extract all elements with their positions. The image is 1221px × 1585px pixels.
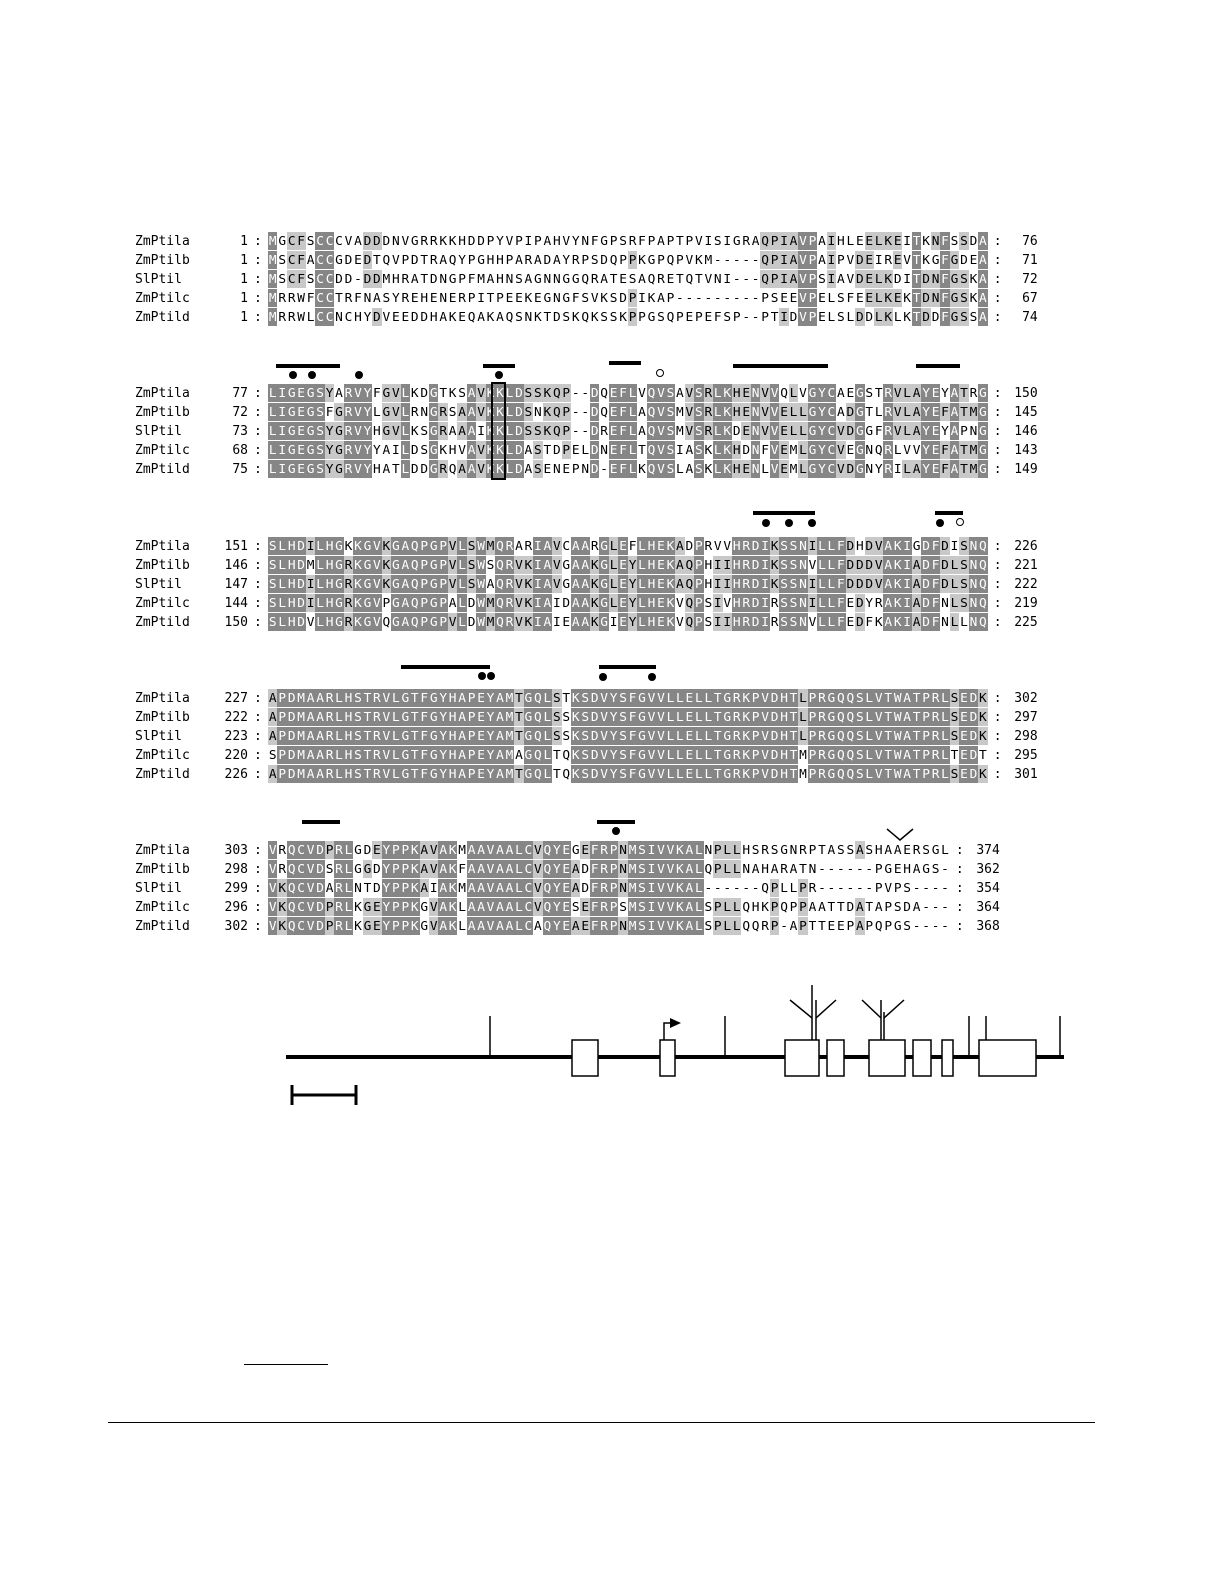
- insertion-mark: [790, 1000, 812, 1018]
- separator: :: [993, 253, 1002, 268]
- sequence-start-position: 298: [224, 862, 248, 877]
- separator: :: [254, 843, 262, 858]
- sequence-residues: A P D M A A R L H S T R V L G T F G Y H A P E Y A M T G Q L S S K S D V Y S F G V V L L E L L T G R K P V D H T L P R G Q Q S L V T W A T P R L S E D K: [268, 710, 987, 725]
- exon-box: [869, 1040, 905, 1076]
- separator: :: [993, 386, 1002, 401]
- exon-box: [660, 1040, 675, 1076]
- sequence-start-position: 226: [224, 767, 248, 782]
- sequence-name: ZmPtild: [135, 767, 190, 782]
- exon-box: [913, 1040, 931, 1076]
- sequence-residues: M R R W L C C N C H Y D V E E D D H A K E Q A K A Q S N K T D S K Q K S S K P P G S Q P E P E F S P - - P T I D V P E L S L D D L K L K T D D F G S S A: [268, 310, 987, 325]
- separator: :: [254, 596, 262, 611]
- sequence-name: ZmPtilc: [135, 443, 190, 458]
- sequence-name: ZmPtilc: [135, 596, 190, 611]
- sequence-residues: V R Q C V D P R L G D E Y P P K A V A K M A A V A A L C V Q Y E G E F R P N M S I V V K A L N P L L H S R S G N R P T A S S A S H A A E R S G L: [268, 843, 949, 858]
- separator: :: [955, 862, 964, 877]
- sequence-start-position: 73: [232, 424, 248, 439]
- separator: :: [254, 424, 262, 439]
- sequence-end-position: 71: [1022, 253, 1038, 268]
- sequence-start-position: 147: [224, 577, 248, 592]
- sequence-start-position: 144: [224, 596, 248, 611]
- sequence-start-position: 146: [224, 558, 248, 573]
- separator: :: [254, 405, 262, 420]
- sequence-start-position: 1: [240, 291, 248, 306]
- separator: :: [254, 691, 262, 706]
- separator: :: [993, 596, 1002, 611]
- sequence-residues: A P D M A A R L H S T R V L G T F G Y H A P E Y A M T G Q L S S K S D V Y S F G V V L L E L L T G R K P V D H T L P R G Q Q S L V T W A T P R L S E D K: [268, 729, 987, 744]
- separator: :: [254, 386, 262, 401]
- sequence-name: SlPtil: [135, 729, 182, 744]
- sequence-start-position: 222: [224, 710, 248, 725]
- separator: :: [993, 615, 1002, 630]
- exon-box: [572, 1040, 598, 1076]
- separator: :: [993, 767, 1002, 782]
- sequence-name: ZmPtila: [135, 691, 190, 706]
- sequence-end-position: 222: [1014, 577, 1038, 592]
- sequence-end-position: 143: [1014, 443, 1038, 458]
- separator: :: [993, 291, 1002, 306]
- sequence-name: ZmPtila: [135, 539, 190, 554]
- separator: :: [254, 558, 262, 573]
- cleavage-site-caret: [887, 829, 913, 840]
- insertion-mark: [862, 1000, 881, 1018]
- sequence-name: ZmPtilc: [135, 900, 190, 915]
- sequence-name: ZmPtila: [135, 234, 190, 249]
- separator: :: [993, 443, 1002, 458]
- sequence-start-position: 227: [224, 691, 248, 706]
- exon-box: [785, 1040, 819, 1076]
- sequence-end-position: 74: [1022, 310, 1038, 325]
- sequence-name: ZmPtild: [135, 919, 190, 934]
- sequence-start-position: 220: [224, 748, 248, 763]
- separator: :: [254, 615, 262, 630]
- sequence-name: ZmPtild: [135, 615, 190, 630]
- sequence-end-position: 364: [976, 900, 1000, 915]
- separator: :: [254, 710, 262, 725]
- sequence-residues: V R Q C V D S R L G G D Y P P K A V A K F A A V A A L C V Q Y E A D F R P N M S I V V K A L Q P L L N A H A R A T N - - - - - - P G E H A G S -: [268, 862, 949, 877]
- separator: :: [993, 748, 1002, 763]
- separator: :: [254, 767, 262, 782]
- exon-box: [979, 1040, 1036, 1076]
- sequence-residues: S L H D I L H G K K G V K G A Q P G P V L S W M Q R A R I A V C A A R G L E F L H E K A D P R V V H R D I K S S N I L L F D H D V A K I G D F D I S N Q: [268, 539, 987, 554]
- sequence-start-position: 151: [224, 539, 248, 554]
- sequence-residues: L I G E G S Y G R V Y H A T L D D G R Q A A V K K L D A S E N E P N D - E F L K Q V S L A S K L K H E N L V E M L G Y C V D G N Y R I L A Y E F A T M G: [268, 462, 987, 477]
- separator: :: [993, 405, 1002, 420]
- separator: :: [254, 881, 262, 896]
- sequence-name: ZmPtilc: [135, 291, 190, 306]
- sequence-end-position: 219: [1014, 596, 1038, 611]
- sequence-name: ZmPtilb: [135, 862, 190, 877]
- exon-box: [942, 1040, 953, 1076]
- separator: :: [955, 843, 964, 858]
- sequence-start-position: 1: [240, 253, 248, 268]
- sequence-start-position: 302: [224, 919, 248, 934]
- sequence-end-position: 146: [1014, 424, 1038, 439]
- sequence-end-position: 298: [1014, 729, 1038, 744]
- sequence-name: SlPtil: [135, 881, 182, 896]
- sequence-start-position: 75: [232, 462, 248, 477]
- sequence-start-position: 150: [224, 615, 248, 630]
- sequence-name: ZmPtilb: [135, 253, 190, 268]
- sequence-residues: S L H D M L H G R K G V K G A Q P G P V L S W S Q R V K I A V G A A K G L E Y L H E K A Q P H I I H R D I K S S N V L L F D D D V A K I A D F D L S N Q: [268, 558, 987, 573]
- sequence-end-position: 145: [1014, 405, 1038, 420]
- sequence-start-position: 1: [240, 234, 248, 249]
- separator: :: [254, 748, 262, 763]
- sequence-name: ZmPtild: [135, 462, 190, 477]
- sequence-end-position: 150: [1014, 386, 1038, 401]
- sequence-name: ZmPtilc: [135, 748, 190, 763]
- sequence-residues: L I G E G S Y G R V Y H G V L K S G R A A A I K K L D S S K Q P - - D R E F L A Q V S M V S R L K D E N V V E L L G Y C V D G G F R V L A Y E Y A P N G: [268, 424, 987, 439]
- sequence-end-position: 225: [1014, 615, 1038, 630]
- sequence-end-position: 297: [1014, 710, 1038, 725]
- separator: :: [955, 881, 964, 896]
- sequence-name: SlPtil: [135, 424, 182, 439]
- sequence-start-position: 223: [224, 729, 248, 744]
- separator: :: [993, 729, 1002, 744]
- sequence-residues: L I G E G S Y A R V Y F G V L K D G T K S A V K K L D S S K Q P - - D Q E F L V Q V S A V S R L K H E N V V Q L V G Y C A E G S T R V L A Y E Y A T R G: [268, 386, 987, 401]
- sequence-end-position: 302: [1014, 691, 1038, 706]
- sequence-residues: V K Q C V D P R L K G E Y P P K G V A K L A A V A A L C V Q Y E S E F R P S M S I V V K A L S P L L Q H K P Q P P A A T T D A T A P S D A - - -: [268, 900, 949, 915]
- sequence-name: ZmPtila: [135, 843, 190, 858]
- separator: :: [254, 291, 262, 306]
- sequence-name: SlPtil: [135, 272, 182, 287]
- sequence-residues: V K Q C V D P R L K G E Y P P K G V A K L A A V A A L C A Q Y E A E F R P N M S I V V K A L S P L L Q Q R P - A P T T E E P A P Q P G S - - - -: [268, 919, 949, 934]
- separator: :: [993, 462, 1002, 477]
- separator: :: [993, 272, 1002, 287]
- separator: :: [254, 577, 262, 592]
- sequence-end-position: 368: [976, 919, 1000, 934]
- separator: :: [254, 234, 262, 249]
- sequence-name: ZmPtilb: [135, 558, 190, 573]
- sequence-end-position: 362: [976, 862, 1000, 877]
- sequence-end-position: 76: [1022, 234, 1038, 249]
- sequence-name: ZmPtila: [135, 386, 190, 401]
- sequence-residues: M G C F S C C C V A D D D N V G R R K K H D D P Y V P I P A H V Y N F G P S R F P A P T P V I S I G R A Q P I A V P A I H L E E L K E I T K N F S S D A: [268, 234, 987, 249]
- sequence-start-position: 72: [232, 405, 248, 420]
- sequence-start-position: 296: [224, 900, 248, 915]
- separator: :: [993, 577, 1002, 592]
- sequence-residues: S P D M A A R L H S T R V L G T F G Y H A P E Y A M A G Q L T Q K S D V Y S F G V V L L E L L T G R K P V D H T M P R G Q Q S L V T W A T P R L T E D T: [268, 748, 987, 763]
- sequence-name: ZmPtilb: [135, 710, 190, 725]
- sequence-end-position: 301: [1014, 767, 1038, 782]
- sequence-residues: V K Q C V D A R L N T D Y P P K A I A K M A A V A A L C V Q Y E A D F R P N M S I V V K A L - - - - - - Q P L L P R - - - - - - P V P S - - - -: [268, 881, 949, 896]
- sequence-name: ZmPtild: [135, 310, 190, 325]
- page-rule: [108, 1422, 1095, 1423]
- sequence-start-position: 303: [224, 843, 248, 858]
- separator: :: [993, 424, 1002, 439]
- separator: :: [955, 900, 964, 915]
- separator: :: [254, 729, 262, 744]
- sequence-end-position: 374: [976, 843, 1000, 858]
- separator: :: [955, 919, 964, 934]
- sequence-residues: S L H D I L H G R K G V P G A Q P G P A L D W M Q R V K I A I D A A K G L E Y L H E K V Q P S I V H R D I R S S N I L L F E D Y R A K I A D F N L S N Q: [268, 596, 987, 611]
- separator: :: [254, 272, 262, 287]
- sequence-start-position: 68: [232, 443, 248, 458]
- insertion-mark: [816, 1000, 836, 1018]
- sequence-name: ZmPtilb: [135, 405, 190, 420]
- sequence-start-position: 1: [240, 310, 248, 325]
- separator: :: [254, 900, 262, 915]
- separator: :: [993, 539, 1002, 554]
- sequence-residues: S L H D I L H G R K G V K G A Q P G P V L S W A Q R V K I A V G A A K G L E Y L H E K A Q P H I I H R D I K S S N I L L F D D D V A K I A D F D L S N Q: [268, 577, 987, 592]
- sequence-end-position: 67: [1022, 291, 1038, 306]
- sequence-start-position: 1: [240, 272, 248, 287]
- sequence-end-position: 226: [1014, 539, 1038, 554]
- separator: :: [993, 691, 1002, 706]
- sequence-start-position: 77: [232, 386, 248, 401]
- separator: :: [993, 234, 1002, 249]
- separator: :: [254, 253, 262, 268]
- sequence-end-position: 221: [1014, 558, 1038, 573]
- separator: :: [254, 862, 262, 877]
- sequence-residues: M S C F A C C G D E D T Q V P D T R A Q Y P G H H P A R A D A Y R P S D Q P P K G P Q P V K M - - - - - Q P I A V P A I P V D E I R E V T K G F G D E A: [268, 253, 987, 268]
- separator: :: [993, 710, 1002, 725]
- sequence-residues: L I G E G S F G R V Y L G V L R N G R S A A V K K L D S N K Q P - - D Q E F L A Q V S M V S R L K H E N V V E L L G Y C A D G T L R V L A Y E F A T M G: [268, 405, 987, 420]
- sequence-end-position: 295: [1014, 748, 1038, 763]
- arrow-head-icon: [670, 1018, 681, 1028]
- separator: :: [993, 310, 1002, 325]
- sequence-start-position: 299: [224, 881, 248, 896]
- separator: :: [254, 919, 262, 934]
- separator: :: [254, 443, 262, 458]
- sequence-end-position: 72: [1022, 272, 1038, 287]
- sequence-residues: S L H D V L H G R K G V Q G A Q P G P V L D W M Q R V K I A I E A A K G I E Y L H E K V Q P S I I H R D I R S S N V L L F E D F K A K I A D F N L L N Q: [268, 615, 987, 630]
- sequence-residues: L I G E G S Y G R V Y Y A I L D S G K H V A V K K L D A S T D P E L D N E F L T Q V S I A S K L K H D N F V E M L G Y C V E G N Q R L V V Y E F A T M G: [268, 443, 987, 458]
- separator: :: [254, 539, 262, 554]
- separator: :: [993, 558, 1002, 573]
- footnote-rule: [244, 1364, 328, 1365]
- separator: :: [254, 462, 262, 477]
- separator: :: [254, 310, 262, 325]
- sequence-residues: A P D M A A R L H S T R V L G T F G Y H A P E Y A M T G Q L S T K S D V Y S F G V V L L E L L T G R K P V D H T L P R G Q Q S L V T W A T P R L S E D K: [268, 691, 987, 706]
- sequence-residues: M R R W F C C T R F N A S Y R E H E N E R P I T P E E K E G N G F S V K S D P I K A P - - - - - - - - - P S E E V P E L S F E E L K E K T D N F G S K A: [268, 291, 987, 306]
- insertion-mark: [884, 1000, 904, 1018]
- sequence-end-position: 354: [976, 881, 1000, 896]
- sequence-residues: M S C F S C C D D - D D M H R A T D N G P F M A H N S A G N N G G Q R A T E S A Q R E T Q T V N I - - - Q P I A V P S I A V D E L K D I T D N F G S K A: [268, 272, 987, 287]
- sequence-name: SlPtil: [135, 577, 182, 592]
- sequence-end-position: 149: [1014, 462, 1038, 477]
- sequence-residues: A P D M A A R L H S T R V L G T F G Y H A P E Y A M T G Q L T Q K S D V Y S F G V V L L E L L T G R K P V D H T M P R G Q Q S L V T W A T P R L S E D K: [268, 767, 987, 782]
- exon-box: [827, 1040, 844, 1076]
